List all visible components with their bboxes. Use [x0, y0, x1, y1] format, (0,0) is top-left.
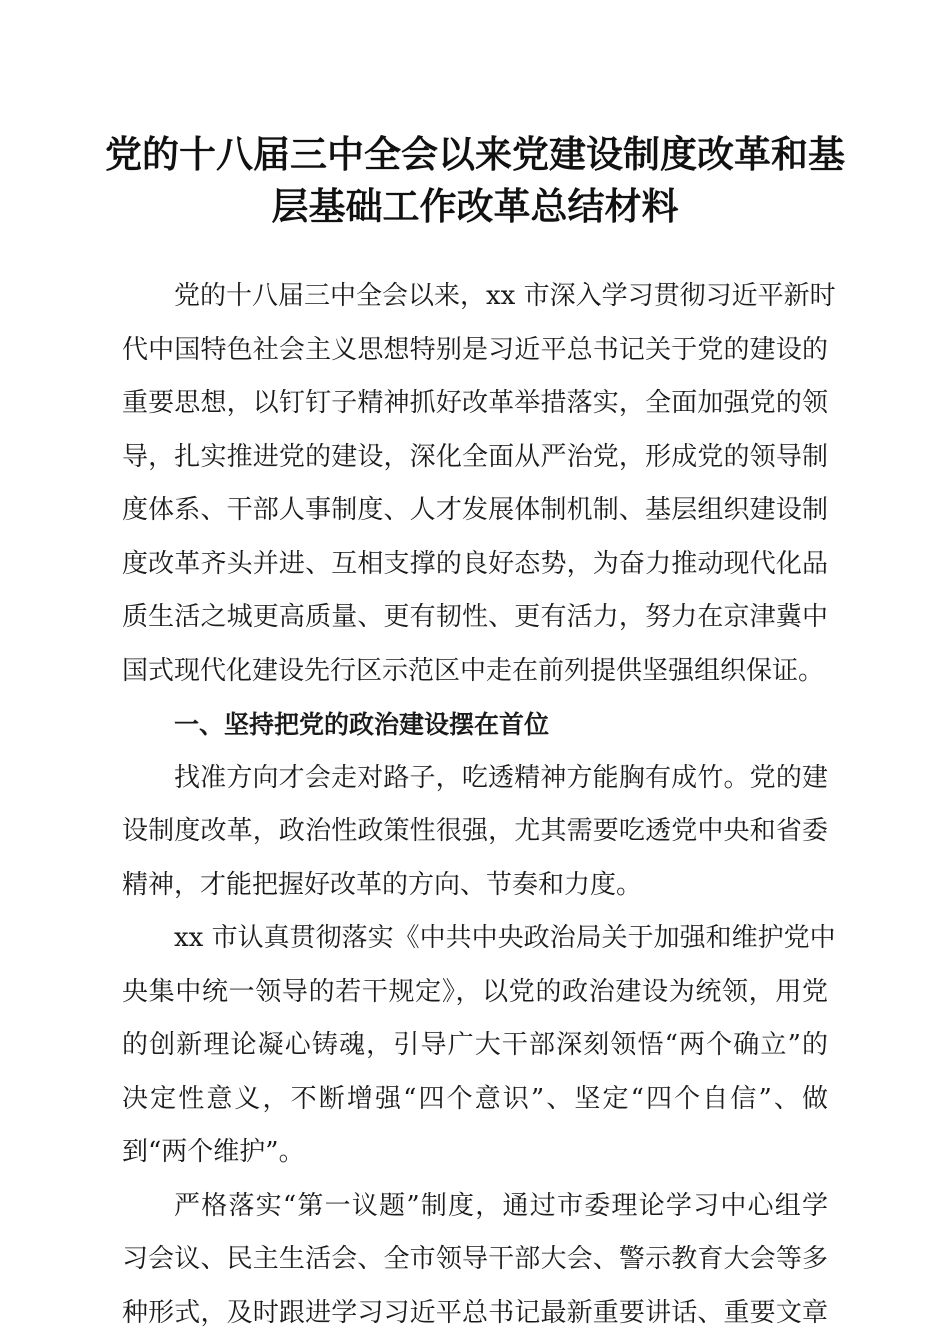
text-line: 决定性意义，不断增强“四个意识”、坚定“四个自信”、做 — [122, 1083, 828, 1114]
text-line: 导，扎实推进党的建设，深化全面从严治党，形成党的领导制 — [122, 441, 828, 472]
text-line: 到“两个维护”。 — [122, 1137, 305, 1167]
text-line: 央集中统一领导的若干规定》，以党的政治建设为统领，用党 — [122, 976, 828, 1007]
text-line: 度体系、干部人事制度、人才发展体制机制、基层组织建设制 — [122, 495, 828, 525]
text-line: 精神，才能把握好改革的方向、节奏和力度。 — [122, 869, 643, 900]
document-title — [100, 128, 850, 232]
document-body — [122, 270, 836, 1340]
title-line-1: 党的十八届三中全会以来党建设制度改革和基 — [105, 132, 845, 176]
text-line: 国式现代化建设先行区示范区中走在前列提供坚强组织保证。 — [122, 655, 825, 686]
intro-paragraph — [122, 270, 836, 698]
text-line: 度改革齐头并进、互相支撑的良好态势，为奋力推动现代化品 — [122, 548, 828, 579]
section-paragraph-2 — [122, 912, 836, 1180]
section-paragraph-1 — [122, 752, 828, 913]
text-line: 代中国特色社会主义思想特别是习近平总书记关于党的建设的 — [122, 334, 828, 365]
section-heading: 一、坚持把党的政治建设摆在首位 — [174, 710, 550, 739]
text-line: 习会议、民主生活会、全市领导干部大会、警示教育大会等多 — [122, 1244, 828, 1274]
text-line: 的创新理论凝心铸魂，引导广大干部深刻领悟“两个确立”的 — [122, 1030, 828, 1060]
text-line: 设制度改革，政治性政策性很强，尤其需要吃透党中央和省委 — [122, 816, 828, 846]
text-line: 找准方向才会走对路子，吃透精神方能胸有成竹。党的建 — [174, 762, 828, 793]
text-line: 党的十八届三中全会以来，xx 市深入学习贯彻习近平新时 — [174, 281, 836, 311]
text-line: 严格落实“第一议题”制度，通过市委理论学习中心组学 — [174, 1190, 828, 1221]
section-paragraph-3 — [122, 1180, 828, 1341]
text-line: 种形式，及时跟进学习习近平总书记最新重要讲话、重要文章 — [122, 1297, 828, 1328]
title-line-2: 层基础工作改革总结材料 — [271, 184, 679, 228]
text-line: xx 市认真贯彻落实《中共中央政治局关于加强和维护党中 — [174, 923, 836, 953]
text-line: 重要思想，以钉钉子精神抓好改革举措落实，全面加强党的领 — [122, 388, 828, 418]
text-line: 质生活之城更高质量、更有韧性、更有活力，努力在京津冀中 — [122, 602, 828, 632]
